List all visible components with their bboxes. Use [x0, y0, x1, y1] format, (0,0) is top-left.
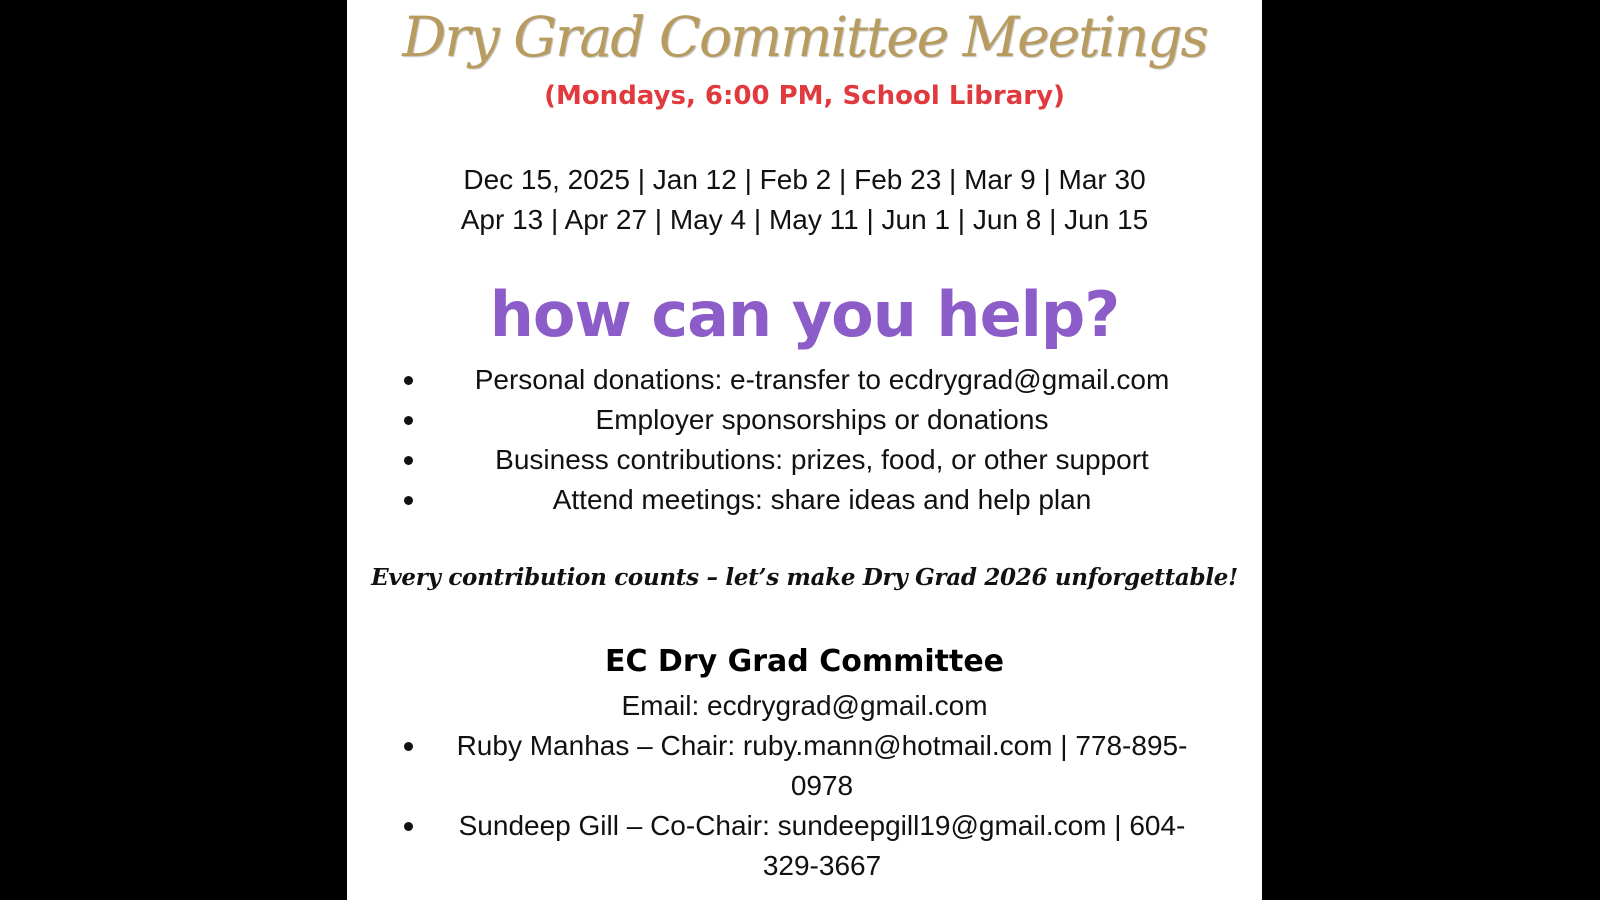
contact-text	[422, 726, 1222, 806]
bullet-icon	[404, 376, 413, 385]
list-item	[347, 400, 1262, 440]
contact-line-1: Sundeep Gill – Co-Chair: sundeepgill19@gmail.com | 604-	[458, 810, 1186, 841]
help-item-text: Employer sponsorships or donations	[595, 404, 1049, 435]
meeting-dates-line-2: Apr 13 | Apr 27 | May 4 | May 11 | Jun 1 | Jun 8 | Jun 15	[460, 204, 1149, 235]
contact-item-chair	[347, 726, 1262, 806]
tagline: Every contribution counts – let’s make Dry Grad 2026 unforgettable!	[371, 564, 1238, 591]
list-item	[347, 360, 1262, 400]
bullet-icon	[404, 416, 413, 425]
list-item	[347, 440, 1262, 480]
help-item-text: Attend meetings: share ideas and help plan	[552, 484, 1092, 515]
list-item	[347, 480, 1262, 520]
bullet-icon	[404, 822, 413, 831]
meeting-info-subtitle: (Mondays, 6:00 PM, School Library)	[544, 81, 1065, 111]
contact-line-2: 329-3667	[762, 850, 882, 881]
committee-email: Email: ecdrygrad@gmail.com	[621, 690, 988, 721]
bullet-icon	[404, 496, 413, 505]
contact-item-co-chair	[347, 806, 1262, 886]
contact-line-2: 0978	[790, 770, 854, 801]
help-heading: how can you help?	[489, 278, 1120, 351]
contact-list	[347, 726, 1262, 886]
contact-text	[422, 806, 1222, 886]
page-title: Dry Grad Committee Meetings	[402, 5, 1207, 69]
help-list	[347, 360, 1262, 520]
bullet-icon	[404, 456, 413, 465]
contact-line-1: Ruby Manhas – Chair: ruby.mann@hotmail.com | 778-895-	[456, 730, 1188, 761]
help-item-text: Personal donations: e-transfer to ecdrygrad@gmail.com	[474, 364, 1170, 395]
committee-name: EC Dry Grad Committee	[604, 644, 1005, 679]
help-item-text: Business contributions: prizes, food, or other support	[495, 444, 1149, 475]
flyer-page	[347, 0, 1262, 900]
bullet-icon	[404, 742, 413, 751]
meeting-dates-line-1: Dec 15, 2025 | Jan 12 | Feb 2 | Feb 23 | Mar 9 | Mar 30	[463, 164, 1146, 195]
